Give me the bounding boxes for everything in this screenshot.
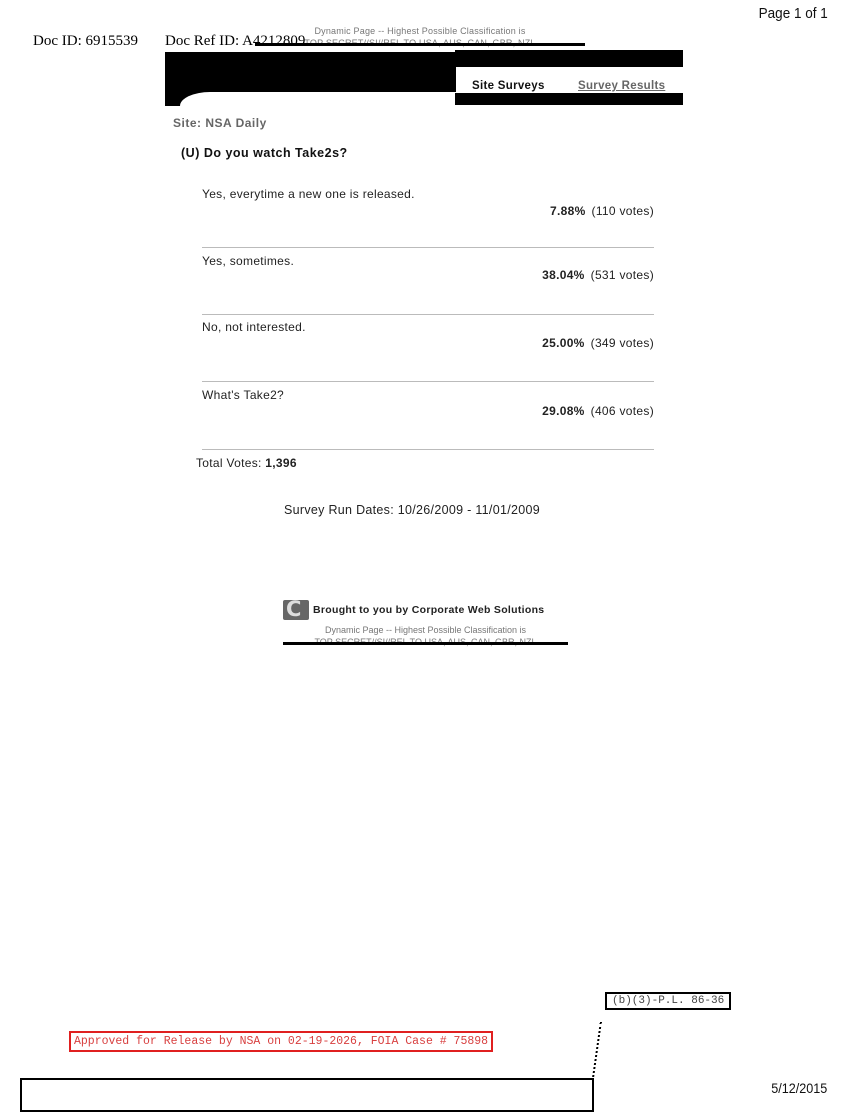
total-votes [196, 456, 297, 470]
brought-by-text: Brought to you by Corporate Web Solutions [313, 604, 545, 616]
doc-id: Doc ID: 6915539 [33, 33, 138, 49]
option-votes: (531 votes) [590, 268, 654, 282]
header-bar-bottom [455, 93, 683, 105]
divider [202, 381, 654, 382]
option-votes: (406 votes) [590, 404, 654, 418]
tab-site-surveys[interactable]: Site Surveys [472, 80, 545, 92]
divider [202, 247, 654, 248]
option-result [542, 268, 654, 282]
classification-banner-bottom [283, 624, 568, 648]
option-votes: (110 votes) [591, 204, 654, 218]
doc-ref-id: Doc Ref ID: A4212809 [165, 33, 306, 49]
classification-line-1: Dynamic Page -- Highest Possible Classification is [314, 26, 526, 36]
total-votes-label: Total Votes: [196, 456, 262, 470]
option-result [550, 204, 654, 218]
site-label: Site: NSA Daily [173, 116, 267, 130]
option-result [542, 404, 654, 418]
redaction-strike [283, 642, 568, 645]
header-bar-top [455, 50, 683, 67]
option-percent: 29.08% [542, 404, 585, 418]
tab-survey-results[interactable]: Survey Results [578, 80, 666, 92]
header-curve [180, 92, 456, 108]
option-label: Yes, sometimes. [202, 254, 295, 268]
divider [202, 314, 654, 315]
option-result [542, 336, 654, 350]
print-date: 5/12/2015 [770, 1080, 827, 1096]
exemption-stamp: (b)(3)-P.L. 86-36 [605, 992, 731, 1010]
corporate-logo-icon: C [283, 600, 309, 620]
total-votes-value: 1,396 [265, 456, 297, 470]
divider [202, 449, 654, 450]
option-percent: 38.04% [542, 268, 585, 282]
option-percent: 25.00% [542, 336, 585, 350]
classification-line-1: Dynamic Page -- Highest Possible Classification is [324, 625, 527, 635]
option-percent: 7.88% [550, 204, 586, 218]
release-approval-stamp: Approved for Release by NSA on 02-19-2026, FOIA Case # 75898 [69, 1031, 493, 1052]
option-label: Yes, everytime a new one is released. [202, 187, 415, 201]
option-votes: (349 votes) [590, 336, 654, 350]
survey-question: (U) Do you watch Take2s? [181, 146, 348, 160]
survey-run-dates: Survey Run Dates: 10/26/2009 - 11/01/2009 [284, 503, 540, 517]
redaction-box [20, 1078, 594, 1112]
option-label: What's Take2? [202, 388, 285, 402]
option-label: No, not interested. [202, 320, 306, 334]
dotted-leader [592, 1022, 608, 1077]
page-indicator: Page 1 of 1 [758, 5, 828, 22]
